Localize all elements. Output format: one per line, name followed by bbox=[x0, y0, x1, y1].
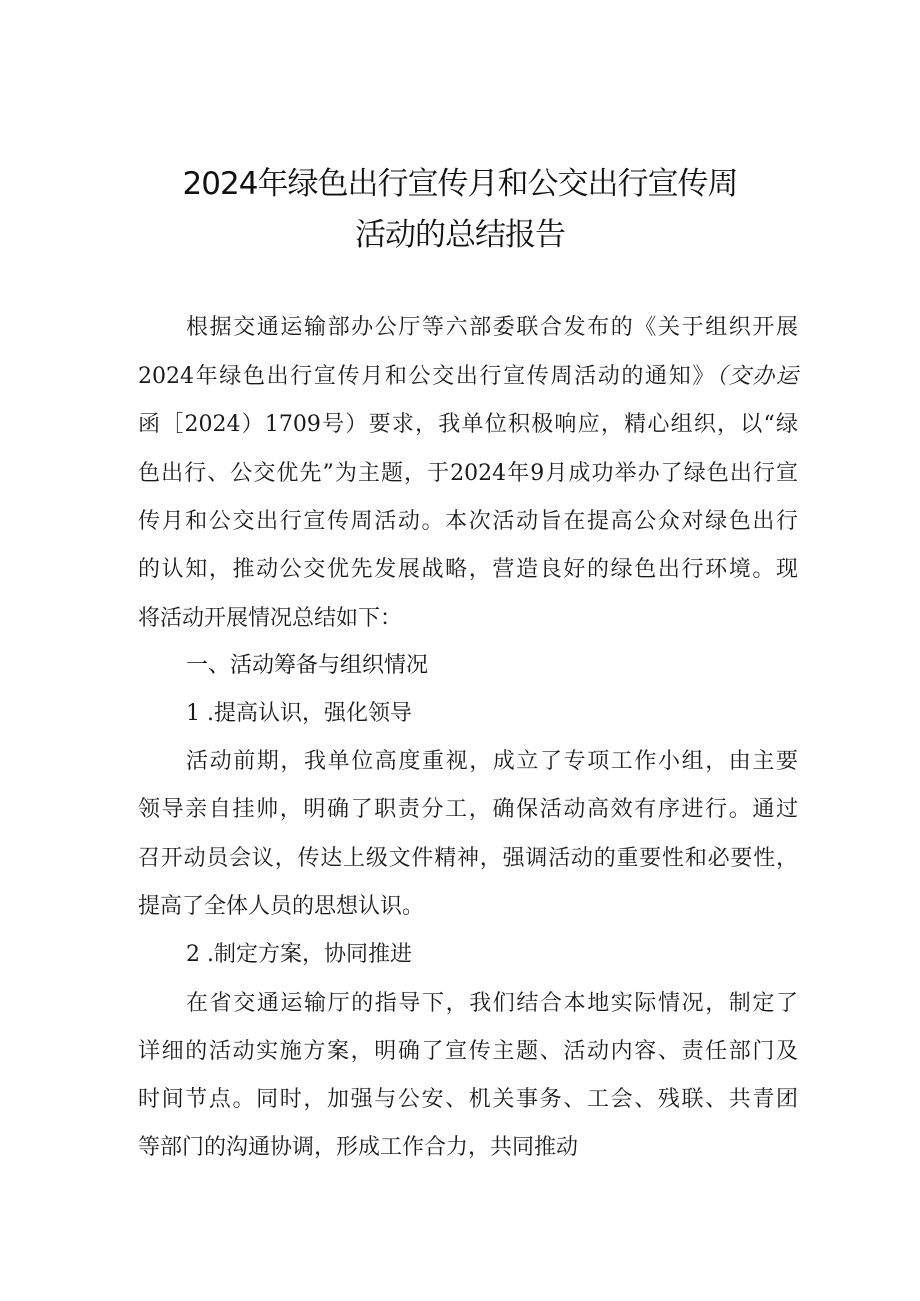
document-title-line-1: 2024年绿色出行宣传月和公交出行宣传周 bbox=[182, 166, 738, 202]
item-2-line-1: 在省交通运输厅的指导下，我们结合本地实际情况，制定了 bbox=[186, 991, 798, 1016]
section-heading: 一、活动筹备与组织情况 bbox=[186, 653, 429, 678]
item-2-line-3: 时间节点。同时，加强与公安、机关事务、工会、残联、共青团 bbox=[138, 1087, 798, 1112]
item-2-line-2: 详细的活动实施方案，明确了宣传主题、活动内容、责任部门及 bbox=[138, 1039, 798, 1064]
document-number-open: （交办运 bbox=[716, 364, 798, 389]
intro-line-3: 函［2024）1709号）要求，我单位积极响应，精心组织，以“绿 bbox=[138, 412, 798, 437]
item-2-line-4: 等部门的沟通协调，形成工作合力，共同推动 bbox=[138, 1135, 579, 1160]
item-1-title: 1 .提高认识，强化领导 bbox=[186, 701, 412, 726]
document-title-line-2: 活动的总结报告 bbox=[355, 217, 565, 253]
item-1-line-4: 提高了全体人员的思想认识。 bbox=[138, 894, 425, 919]
intro-line-5: 传月和公交出行宣传周活动。本次活动旨在提高公众对绿色出行 bbox=[138, 509, 798, 534]
intro-line-4: 色出行、公交优先”为主题，于2024年9月成功举办了绿色出行宣 bbox=[138, 461, 798, 486]
item-1-line-3: 召开动员会议，传达上级文件精神，强调活动的重要性和必要性， bbox=[138, 846, 798, 871]
intro-line-2: 2024年绿色出行宣传月和公交出行宣传周活动的通知》（交办运 bbox=[138, 364, 798, 389]
item-1-line-1: 活动前期，我单位高度重视，成立了专项工作小组，由主要 bbox=[186, 749, 798, 774]
intro-line-6: 的认知，推动公交优先发展战略，营造良好的绿色出行环境。现 bbox=[138, 557, 798, 582]
intro-line-1: 根据交通运输部办公厅等六部委联合发布的《关于组织开展 bbox=[186, 315, 798, 340]
intro-line-7: 将活动开展情况总结如下： bbox=[138, 606, 403, 631]
item-2-title: 2 .制定方案，协同推进 bbox=[186, 942, 412, 967]
item-1-line-2: 领导亲自挂帅，明确了职责分工，确保活动高效有序进行。通过 bbox=[138, 797, 798, 822]
